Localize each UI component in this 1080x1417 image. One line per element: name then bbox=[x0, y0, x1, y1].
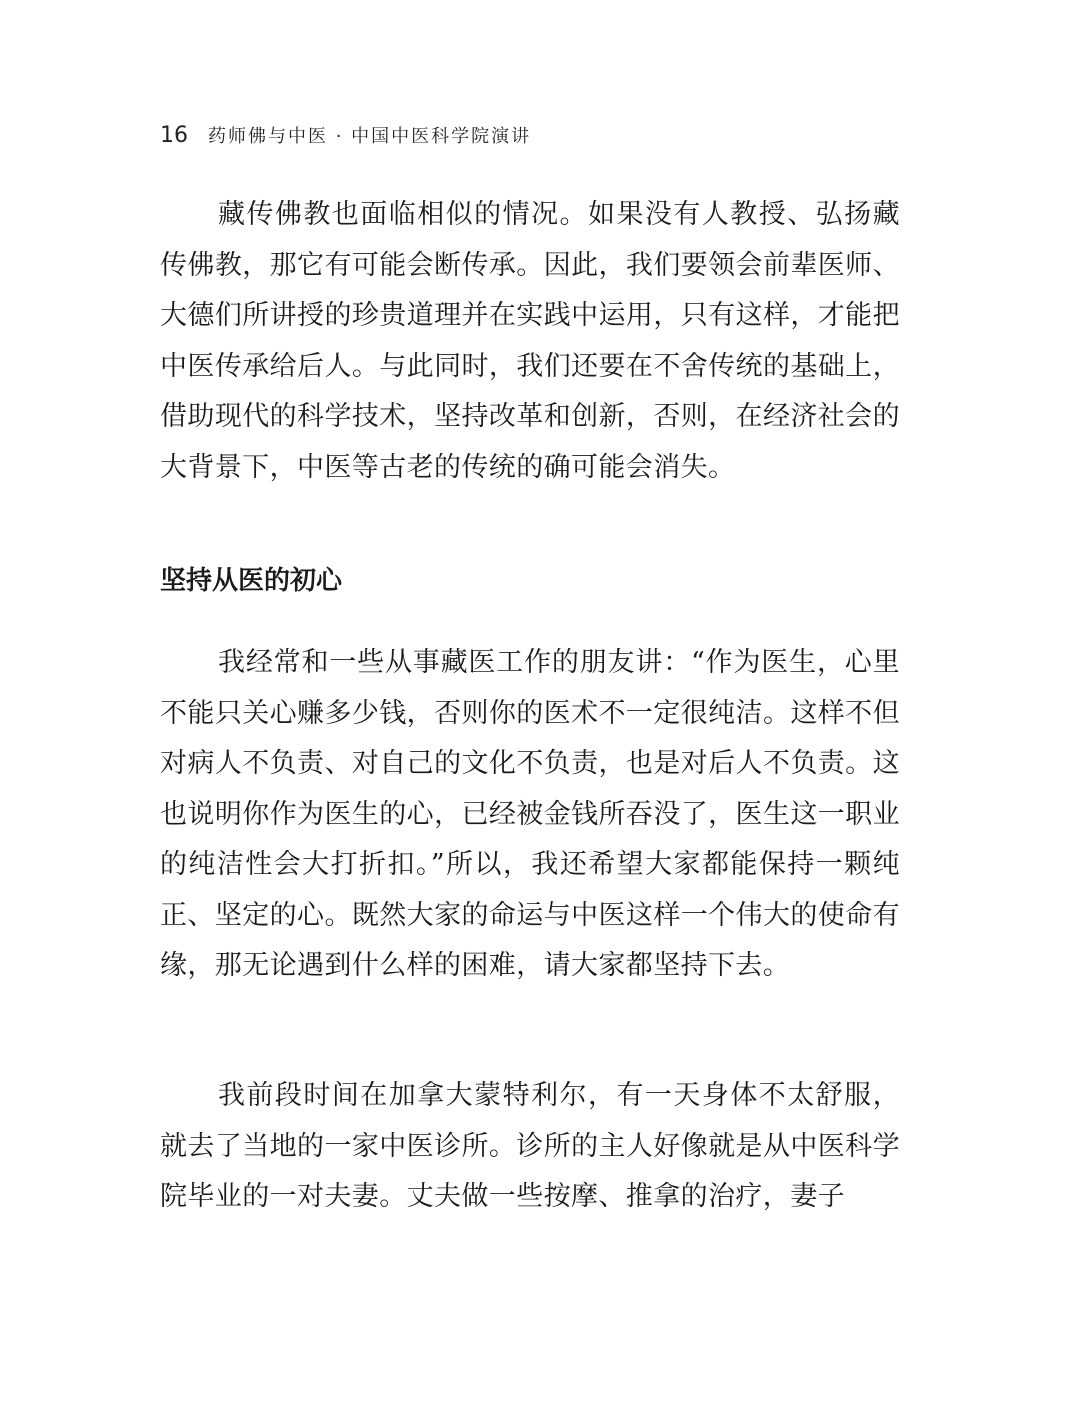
book-title: 药师佛与中医 · 中国中医科学院演讲 bbox=[208, 126, 532, 147]
body-text-block-1 bbox=[160, 190, 900, 493]
running-header bbox=[160, 122, 531, 158]
book-page bbox=[160, 0, 900, 1417]
paragraph: 我前段时间在加拿大蒙特利尔，有一天身体不太舒服，就去了当地的一家中医诊所。诊所的主人好像就是从中医科学院毕业的一对夫妻。丈夫做一些按摩、推拿的治疗，妻子 bbox=[160, 1080, 900, 1212]
body-text-block-3 bbox=[160, 1071, 900, 1223]
page-number: 16 bbox=[160, 123, 188, 148]
paragraph: 我经常和一些从事藏医工作的朋友讲：“作为医生，心里不能只关心赚多少钱，否则你的医术不一定很纯洁。这样不但对病人不负责、对自己的文化不负责，也是对后人不负责。这也说明你作为医生的心，已经被金钱所吞没了，医生这一职业的纯洁性会大打折扣。”所以，我还希望大家都能保持一颗纯正、坚定的心。既然大家的命运与中医这样一个伟大的使命有缘，那无论遇到什么样的困难，请大家都坚持下去。 bbox=[160, 647, 900, 981]
paragraph: 藏传佛教也面临相似的情况。如果没有人教授、弘扬藏传佛教，那它有可能会断传承。因此，我们要领会前辈医师、大德们所讲授的珍贵道理并在实践中运用，只有这样，才能把中医传承给后人。与此同时，我们还要在不舍传统的基础上，借助现代的科学技术，坚持改革和创新，否则，在经济社会的大背景下，中医等古老的传统的确可能会消失。 bbox=[160, 199, 900, 483]
body-text-block-2 bbox=[160, 638, 900, 992]
section-heading: 坚持从医的初心 bbox=[160, 566, 343, 596]
